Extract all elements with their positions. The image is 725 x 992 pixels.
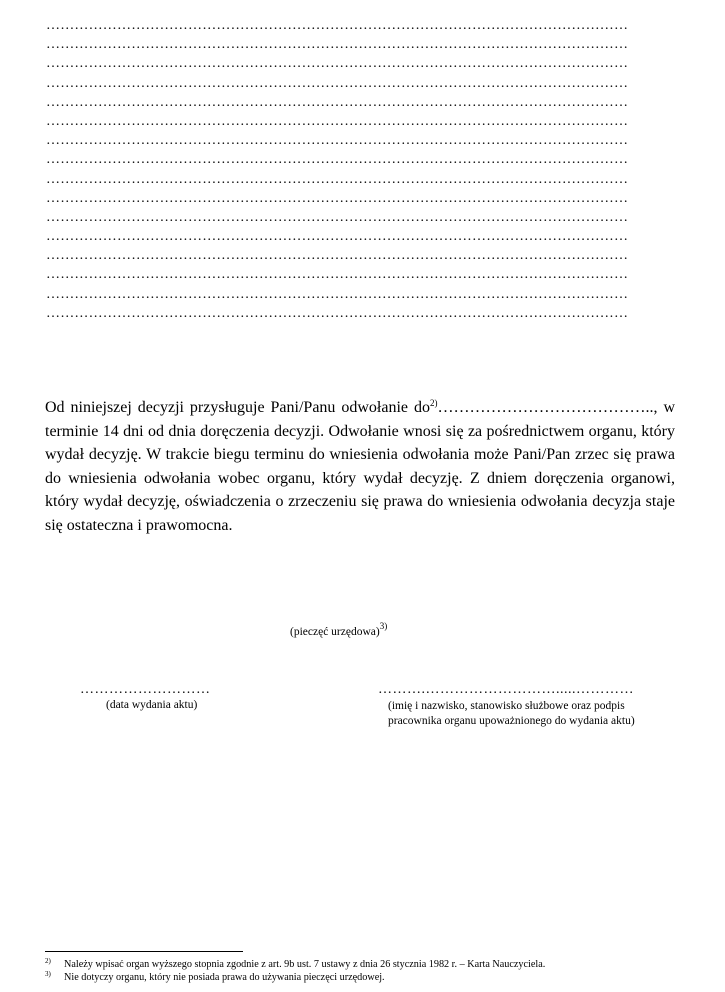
date-caption: (data wydania aktu) [106, 699, 198, 711]
footnote-number: 2) [45, 957, 51, 965]
signature-caption [378, 699, 678, 729]
dotted-fill-area [46, 16, 666, 323]
dotted-line: …………………………………………………………………………………………………………… [46, 113, 629, 129]
footnotes [45, 958, 705, 984]
dotted-line: …………………………………………………………………………………………………………… [46, 286, 629, 302]
dotted-line: …………………………………………………………………………………………………………… [46, 18, 629, 33]
footnote-ref: 2) [429, 398, 438, 408]
footnote-number: 3) [45, 970, 51, 978]
dotted-line: …………………………………………………………………………………………………………… [46, 133, 629, 149]
stamp-text: (pieczęć urzędowa) [290, 626, 380, 638]
dotted-line: …………………………………………………………………………………………………………… [46, 209, 629, 225]
dotted-line: …………………………………………………………………………………………………………… [46, 190, 629, 206]
footnote-divider [45, 951, 243, 952]
dotted-line: …………………………………………………………………………………………………………… [46, 37, 629, 53]
appeal-text-after: w terminie 14 dni od dnia doręczenia decyzji. Odwołanie wnosi się za pośrednictwem organu, który wydał decyzję. W trakcie biegu terminu do wniesienia odwołania może Pani/Pan zrzec się prawa do wniesienia odwołania wobec organu, który wydał decyzję. Z dniem doręczenia organowi, który wydał decyzję, oświadczenia o zrzeczeniu się prawa do wniesienia odwołania decyzja staje się ostateczna i prawomocna. [45, 399, 675, 534]
appeal-text-before: Od niniejszej decyzji przysługuje Pani/Panu odwołanie do [45, 399, 430, 416]
dotted-line: …………………………………………………………………………………………………………… [46, 305, 629, 321]
footnote-ref: 3) [379, 621, 388, 631]
dotted-line: …………………………………………………………………………………………………………… [46, 267, 629, 283]
dotted-line: …………………………………………………………………………………………………………… [46, 56, 629, 72]
footnote [45, 958, 705, 971]
date-dots: ……………………… [80, 682, 211, 697]
appeal-blank: ………………………………….., [437, 399, 658, 416]
dotted-line: …………………………………………………………………………………………………………… [46, 152, 629, 168]
footnote [45, 971, 705, 984]
issue-date-field [80, 682, 250, 711]
dotted-line: …………………………………………………………………………………………………………… [46, 229, 629, 245]
official-stamp-label [290, 621, 388, 638]
signature-field [378, 682, 678, 729]
dotted-line: …………………………………………………………………………………………………………… [46, 94, 629, 110]
signature-dots: ……….……………………….....………… [378, 682, 634, 697]
dotted-line: …………………………………………………………………………………………………………… [46, 248, 629, 264]
signature-caption-line: pracownika organu upoważnionego do wydania aktu) [388, 715, 635, 727]
dotted-line: …………………………………………………………………………………………………………… [46, 75, 629, 91]
signature-caption-line: (imię i nazwisko, stanowisko służbowe oraz podpis [388, 700, 625, 712]
footnote-text: Nie dotyczy organu, który nie posiada prawa do używania pieczęci urzędowej. [64, 972, 385, 983]
footnote-text: Należy wpisać organ wyższego stopnia zgodnie z art. 9b ust. 7 ustawy z dnia 26 stycznia 1982 r. – Karta Nauczyciela. [64, 959, 546, 970]
footnote-mark [45, 971, 64, 984]
appeal-notice [45, 396, 675, 537]
dotted-line: …………………………………………………………………………………………………………… [46, 171, 629, 187]
